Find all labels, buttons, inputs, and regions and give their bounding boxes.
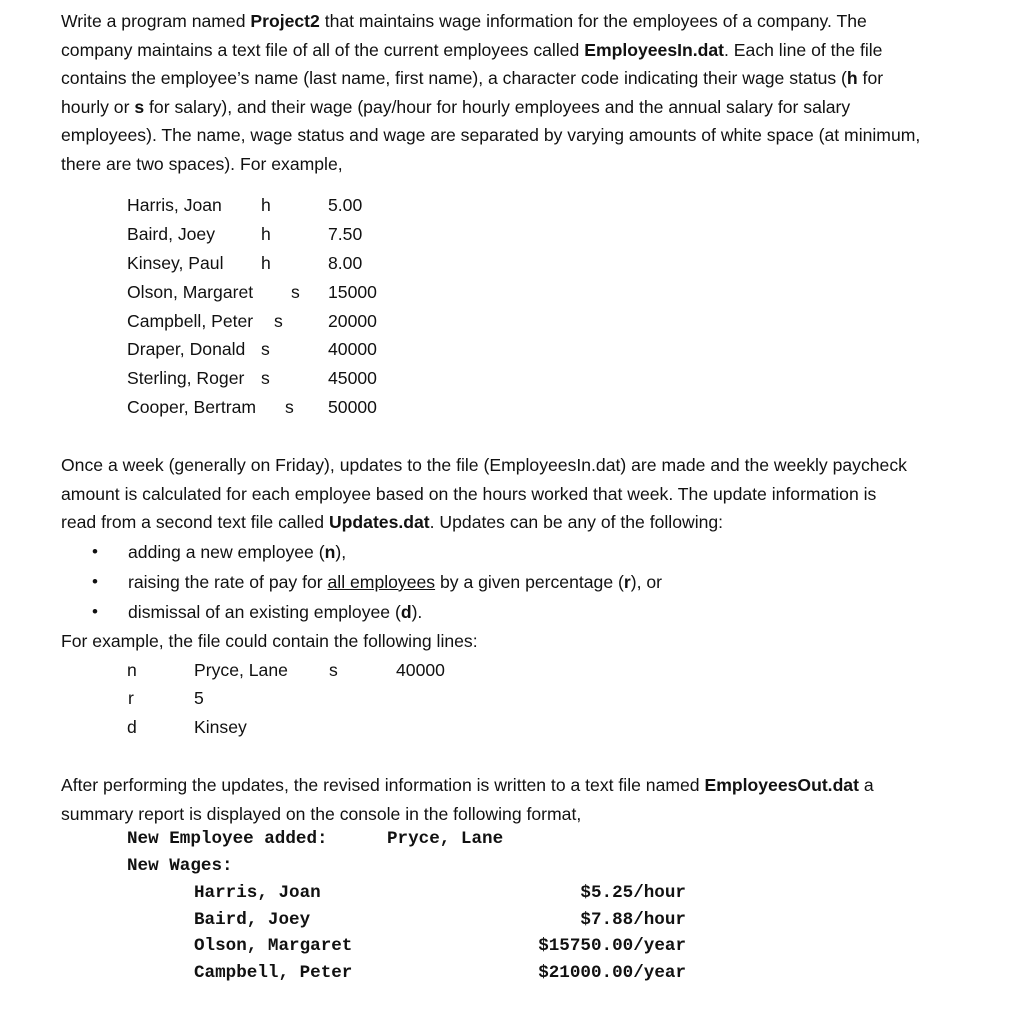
intro-text: company maintains a text file of all of the current employees called bbox=[61, 39, 585, 60]
list-item-part: dismissal of an existing employee ( bbox=[128, 602, 401, 622]
list-item-part: raising the rate of pay for bbox=[128, 572, 328, 592]
update-argument: Kinsey bbox=[194, 717, 247, 737]
employee-name: Harris, Joan bbox=[127, 195, 222, 215]
employee-status: s bbox=[285, 397, 294, 417]
list-item-text bbox=[128, 537, 346, 567]
employee-status: h bbox=[261, 253, 271, 273]
employee-wage: 7.50 bbox=[328, 224, 363, 244]
weekly-line-3 bbox=[61, 508, 991, 537]
report-employee-wage: $7.88/hour bbox=[580, 910, 686, 930]
employee-wage: 8.00 bbox=[328, 253, 363, 273]
list-item-text bbox=[128, 567, 662, 597]
after-line-1 bbox=[61, 771, 991, 800]
intro-line-1 bbox=[61, 7, 991, 36]
intro-line-5: employees). The name, wage status and wage are separated by varying amounts of white space (at minimum, bbox=[61, 125, 921, 146]
employee-wage: 50000 bbox=[328, 397, 377, 417]
project-name: Project2 bbox=[250, 11, 320, 31]
intro-text: for salary), and their wage (pay/hour for hourly employees and the annual salary for salary bbox=[144, 96, 851, 117]
intro-text: Write a program named bbox=[61, 11, 251, 31]
update-argument: 5 bbox=[194, 688, 204, 708]
hourly-code: h bbox=[846, 68, 858, 89]
intro-text: hourly or bbox=[61, 96, 135, 117]
update-code: d bbox=[400, 602, 412, 622]
intro-text: . Each line of the file bbox=[724, 39, 883, 60]
update-code: n bbox=[324, 542, 336, 562]
intro-line-3 bbox=[61, 64, 991, 93]
intro-text: contains the employee’s name (last name, first name), a character code indicating their wage status ( bbox=[61, 68, 847, 89]
list-item-part: ), or bbox=[630, 572, 662, 592]
update-code: n bbox=[127, 660, 137, 680]
weekly-line-2: amount is calculated for each employee based on the hours worked that week. The update information is bbox=[61, 483, 877, 504]
intro-line-4 bbox=[61, 93, 991, 122]
intro-line-2 bbox=[61, 36, 991, 65]
employee-status: s bbox=[261, 339, 270, 359]
intro-text: that maintains wage information for the employees of a company. The bbox=[319, 11, 867, 31]
update-argument: Pryce, Lane bbox=[194, 660, 288, 680]
intro-paragraph bbox=[61, 7, 991, 179]
report-employee-wage: $15750.00/year bbox=[538, 936, 686, 956]
bullet-icon: • bbox=[92, 572, 98, 591]
new-wages-label: New Wages: bbox=[127, 856, 233, 876]
list-item-part: adding a new employee ( bbox=[128, 542, 325, 562]
employee-status: h bbox=[261, 195, 271, 215]
after-text: After performing the updates, the revised information is written to a text file named bbox=[61, 775, 705, 795]
employee-wage: 20000 bbox=[328, 311, 377, 331]
update-code: r bbox=[128, 688, 134, 708]
salary-code: s bbox=[134, 96, 145, 117]
employee-name: Olson, Margaret bbox=[127, 282, 254, 302]
after-paragraph bbox=[61, 771, 991, 828]
report-employee-name: Campbell, Peter bbox=[194, 963, 353, 983]
employee-name: Cooper, Bertram bbox=[127, 397, 257, 417]
employee-wage: 15000 bbox=[328, 282, 377, 302]
employee-name: Sterling, Roger bbox=[127, 368, 245, 388]
report-employee-wage: $21000.00/year bbox=[538, 963, 686, 983]
list-item-part: ). bbox=[411, 602, 423, 622]
bullet-icon: • bbox=[92, 542, 98, 561]
after-text: a bbox=[858, 775, 874, 795]
list-item-part: by a given percentage ( bbox=[435, 572, 624, 592]
report-employee-name: Harris, Joan bbox=[194, 883, 321, 903]
employee-wage: 40000 bbox=[328, 339, 377, 359]
list-item-part: ), bbox=[335, 542, 347, 562]
bullet-icon: • bbox=[92, 602, 98, 621]
input-file-name: EmployeesIn.dat bbox=[584, 39, 725, 60]
update-status: s bbox=[329, 660, 338, 680]
employee-name: Campbell, Peter bbox=[127, 311, 254, 331]
example-intro-text: For example, the file could contain the following lines: bbox=[61, 631, 478, 651]
output-file-name: EmployeesOut.dat bbox=[704, 775, 859, 795]
employee-name: Kinsey, Paul bbox=[127, 253, 224, 273]
update-value: 40000 bbox=[396, 660, 445, 680]
intro-text: for bbox=[857, 68, 884, 89]
update-code: r bbox=[623, 572, 631, 592]
list-item-text bbox=[128, 597, 422, 627]
update-code: d bbox=[127, 717, 137, 737]
weekly-text: . Updates can be any of the following: bbox=[429, 512, 724, 533]
employee-name: Draper, Donald bbox=[127, 339, 246, 359]
new-employee-label: New Employee added: bbox=[127, 829, 328, 849]
new-employee-name: Pryce, Lane bbox=[387, 829, 504, 849]
employee-status: s bbox=[261, 368, 270, 388]
employee-wage: 45000 bbox=[328, 368, 377, 388]
underlined-text: all employees bbox=[327, 572, 436, 592]
example-intro bbox=[61, 627, 991, 656]
weekly-text: read from a second text file called bbox=[61, 512, 329, 533]
report-employee-wage: $5.25/hour bbox=[580, 883, 686, 903]
report-employee-name: Baird, Joey bbox=[194, 910, 311, 930]
report-employee-name: Olson, Margaret bbox=[194, 936, 353, 956]
intro-line-6: there are two spaces). For example, bbox=[61, 153, 343, 174]
updates-file-name: Updates.dat bbox=[328, 512, 430, 533]
employee-name: Baird, Joey bbox=[127, 224, 216, 244]
employee-status: s bbox=[274, 311, 283, 331]
weekly-line-1: Once a week (generally on Friday), updates to the file (EmployeesIn.dat) are made and the weekly paycheck bbox=[61, 455, 907, 475]
weekly-paragraph bbox=[61, 451, 991, 537]
employee-wage: 5.00 bbox=[328, 195, 363, 215]
employee-status: h bbox=[261, 224, 271, 244]
employee-status: s bbox=[291, 282, 300, 302]
after-line-2: summary report is displayed on the console in the following format, bbox=[61, 803, 582, 824]
